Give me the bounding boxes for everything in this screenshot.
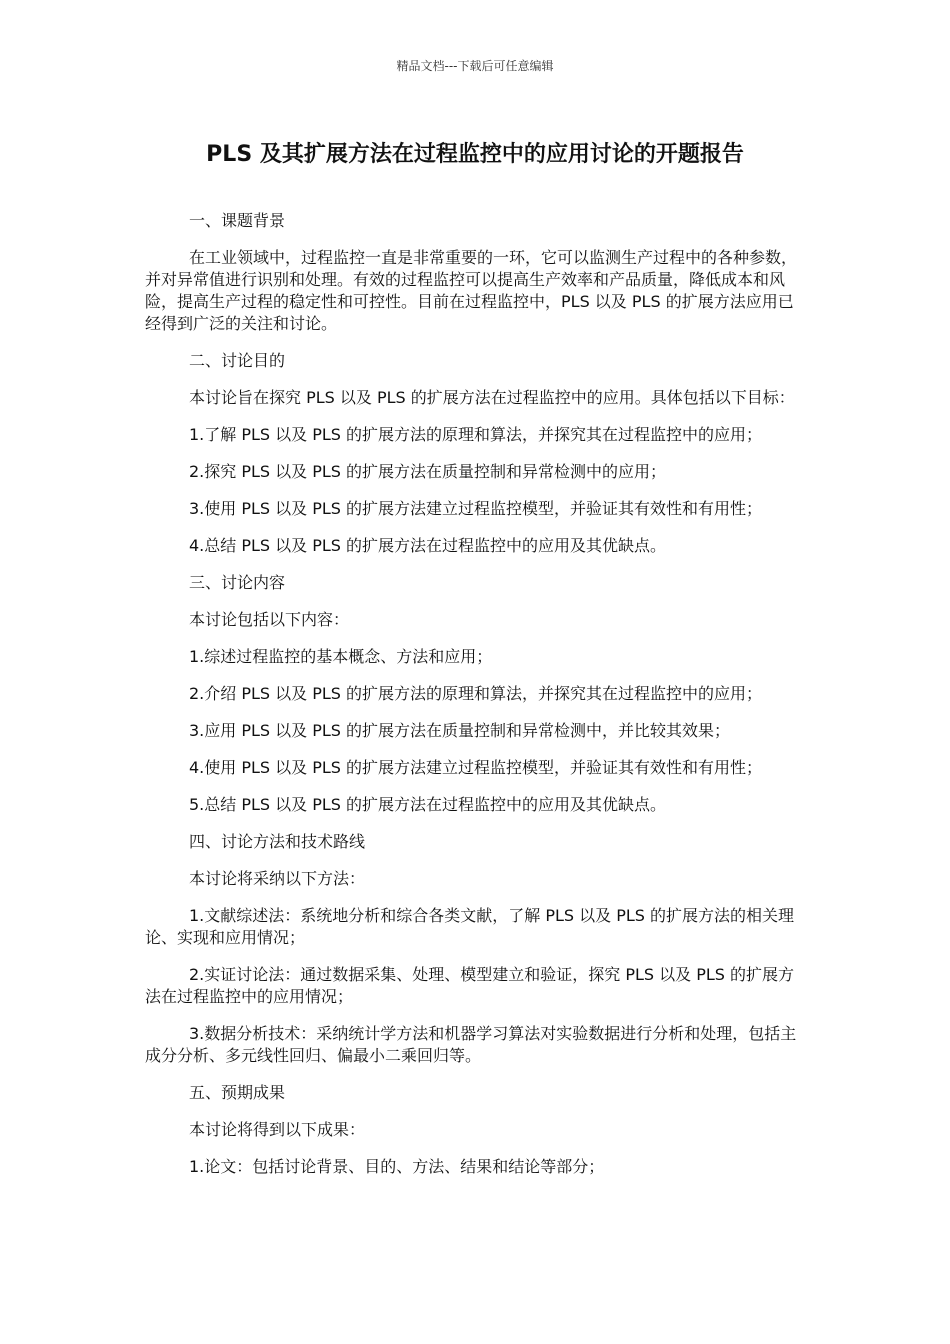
list-item: 2.实证讨论法：通过数据采集、处理、模型建立和验证，探究 PLS 以及 PLS 的扩展方法在过程监控中的应用情况； xyxy=(145,965,795,1006)
paragraph: 在工业领域中，过程监控一直是非常重要的一环，它可以监测生产过程中的各种参数，并对异常值进行识别和处理。有效的过程监控可以提高生产效率和产品质量，降低成本和风险，提高生产过程的稳定性和可控性。目前在过程监控中，PLS 以及 PLS 的扩展方法应用已经得到广泛的关注和讨论。 xyxy=(145,248,798,333)
list-item: 3.数据分析技术：采纳统计学方法和机器学习算法对实验数据进行分析和处理，包括主成分分析、多元线性回归、偏最小二乘回归等。 xyxy=(145,1024,797,1065)
list-item: 1.了解 PLS 以及 PLS 的扩展方法的原理和算法，并探究其在过程监控中的应用； xyxy=(189,425,763,444)
list-item: 2.介绍 PLS 以及 PLS 的扩展方法的原理和算法，并探究其在过程监控中的应用； xyxy=(189,684,763,703)
list-item: 4.总结 PLS 以及 PLS 的扩展方法在过程监控中的应用及其优缺点。 xyxy=(189,536,667,555)
document-title: PLS 及其扩展方法在过程监控中的应用讨论的开题报告 xyxy=(206,142,744,167)
paragraph: 本讨论包括以下内容： xyxy=(189,610,350,629)
list-item: 3.应用 PLS 以及 PLS 的扩展方法在质量控制和异常检测中，并比较其效果； xyxy=(189,721,731,740)
list-item: 5.总结 PLS 以及 PLS 的扩展方法在过程监控中的应用及其优缺点。 xyxy=(189,795,667,814)
section-heading-background: 一、课题背景 xyxy=(189,211,286,230)
paragraph: 本讨论将采纳以下方法： xyxy=(189,869,366,888)
paragraph: 本讨论旨在探究 PLS 以及 PLS 的扩展方法在过程监控中的应用。具体包括以下目标： xyxy=(189,388,795,407)
list-item: 4.使用 PLS 以及 PLS 的扩展方法建立过程监控模型，并验证其有效性和有用性； xyxy=(189,758,763,777)
paragraph: 本讨论将得到以下成果： xyxy=(189,1120,366,1139)
document-body xyxy=(145,210,807,1193)
list-item: 2.探究 PLS 以及 PLS 的扩展方法在质量控制和异常检测中的应用； xyxy=(189,462,667,481)
list-item: 3.使用 PLS 以及 PLS 的扩展方法建立过程监控模型，并验证其有效性和有用性； xyxy=(189,499,763,518)
page-header-note: 精品文档---下载后可任意编辑 xyxy=(396,59,554,73)
section-heading-content: 三、讨论内容 xyxy=(189,573,286,592)
section-heading-purpose: 二、讨论目的 xyxy=(189,351,286,370)
section-heading-outcomes: 五、预期成果 xyxy=(189,1083,286,1102)
list-item: 1.文献综述法：系统地分析和综合各类文献，了解 PLS 以及 PLS 的扩展方法的相关理论、实现和应用情况； xyxy=(145,906,795,947)
list-item: 1.综述过程监控的基本概念、方法和应用； xyxy=(189,647,493,666)
section-heading-methods: 四、讨论方法和技术路线 xyxy=(189,832,366,851)
list-item: 1.论文：包括讨论背景、目的、方法、结果和结论等部分； xyxy=(189,1157,605,1176)
